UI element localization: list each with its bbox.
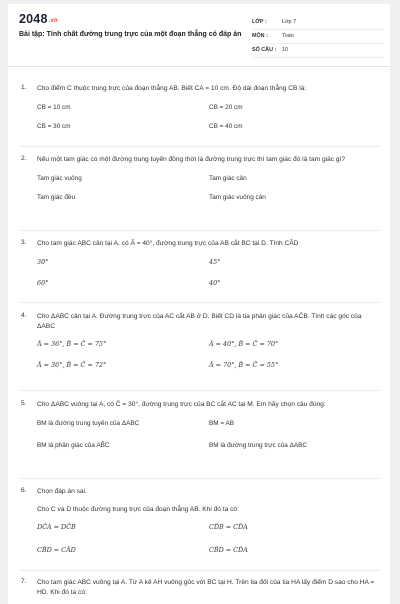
meta-value: 10 <box>282 47 288 53</box>
question-text: Cho tam giác ABC cân tại A, có Â = 40°, đường trung trực của AB cắt BC tại D. Tính CÂD <box>37 240 299 247</box>
answer-options <box>37 103 381 131</box>
option-c[interactable]: 60° <box>37 278 49 287</box>
logo-text: 2048 <box>19 12 48 26</box>
option-b[interactable]: Tam giác cân <box>209 174 247 182</box>
question-6 <box>19 487 381 555</box>
answer-options <box>37 419 381 450</box>
meta-row-class <box>252 16 384 30</box>
meta-key: MÔN : <box>252 33 268 39</box>
divider <box>19 390 381 391</box>
question-number: 1. <box>21 84 27 91</box>
option-a[interactable]: DĈA = DĈB <box>37 523 76 532</box>
option-b[interactable]: Â = 40°, B̂ = Ĉ = 70° <box>209 340 279 349</box>
divider <box>19 302 381 303</box>
question-4 <box>19 312 381 370</box>
document-header <box>8 4 390 67</box>
option-c[interactable]: Â = 36°, B̂ = Ĉ = 72° <box>37 361 107 370</box>
meta-key: SỐ CÂU : <box>252 47 277 53</box>
question-number: 3. <box>21 239 27 246</box>
option-a[interactable]: Â = 36°, B̂ = Ĉ = 75° <box>37 340 107 349</box>
meta-key: LỚP : <box>252 19 267 25</box>
question-5 <box>19 400 381 450</box>
question-text: Chọn đáp án sai. <box>37 488 87 495</box>
question-1 <box>19 84 381 131</box>
question-text: Cho điểm C thuộc trung trực của đoạn thẳng AB. Biết CA = 10 cm. Độ dài đoạn thẳng CB là: <box>37 85 307 92</box>
option-a[interactable]: BM là đường trung tuyến của ΔABC <box>37 419 140 427</box>
option-c[interactable]: CB̂D = CÂD <box>37 546 76 555</box>
divider <box>19 570 381 571</box>
meta-value: Toán <box>282 33 294 39</box>
question-text: Cho tam giác ABC vuông tại A. Từ A kẻ AH vuông góc với BC tại H. Trên tia đối của tia HA lấy điểm D sao cho HA = HD. Khi đó ta có: <box>37 579 375 596</box>
divider <box>19 478 381 479</box>
question-number: 7. <box>21 578 27 585</box>
answer-options <box>37 523 381 555</box>
answer-options <box>37 258 381 288</box>
question-text: Cho ΔABC cân tại A. Đường trung trực của AC cắt AB ở D. Biết CD là tia phân giác của AĈB. Tính các góc của ΔABC <box>37 313 362 330</box>
meta-row-subject <box>252 30 384 44</box>
question-number: 4. <box>21 312 27 319</box>
option-d[interactable]: Tam giác vuông cân <box>209 193 266 201</box>
question-3 <box>19 239 381 288</box>
question-7 <box>19 578 381 597</box>
option-b[interactable]: CB = 20 cm <box>209 103 243 111</box>
option-d[interactable]: BM là đường trung trực của ΔABC <box>209 441 308 449</box>
question-subtext: Cho C và D thuộc đường trung trực của đoạn thẳng AB. Khi đó ta có: <box>37 505 239 513</box>
option-b[interactable]: CD̂B = CD̂A <box>209 523 248 532</box>
option-d[interactable]: 40° <box>209 278 221 287</box>
question-text: Nếu một tam giác có một đường trung tuyến đồng thời là đường trung trực thì tam giác đó là tam giác gì? <box>37 156 346 163</box>
option-b[interactable]: 45° <box>209 257 221 266</box>
option-a[interactable]: CB = 10 cm <box>37 103 71 111</box>
site-logo[interactable] <box>19 12 58 26</box>
option-d[interactable]: Â = 70°, B̂ = Ĉ = 55° <box>209 361 279 370</box>
question-text: Cho ΔABC vuông tại A, có Ĉ = 30°, đường trung trực của BC cắt AC tại M. Em hãy chọn câu đúng: <box>37 401 326 408</box>
option-c[interactable]: BM là phân giác của AB̂C <box>37 441 110 449</box>
question-2 <box>19 155 381 202</box>
divider <box>19 230 381 231</box>
question-number: 6. <box>21 487 27 494</box>
option-d[interactable]: CB = 40 cm <box>209 122 243 130</box>
option-b[interactable]: BM = AB <box>209 419 235 427</box>
meta-value: Lớp 7 <box>282 19 297 25</box>
page-title: Bài tập: Tính chất đường trung trực của một đoạn thẳng có đáp án <box>19 31 242 38</box>
option-c[interactable]: CB = 30 cm <box>37 122 71 130</box>
logo-suffix: .vn <box>48 18 58 24</box>
document-page <box>8 4 390 604</box>
question-number: 5. <box>21 400 27 407</box>
question-number: 2. <box>21 155 27 162</box>
meta-row-count <box>252 44 384 58</box>
option-a[interactable]: 30° <box>37 257 49 266</box>
answer-options <box>37 174 381 202</box>
option-d[interactable]: CB̂D = CD̂A <box>209 546 248 555</box>
option-c[interactable]: Tam giác đều <box>37 193 76 201</box>
option-a[interactable]: Tam giác vuông <box>37 174 82 182</box>
answer-options <box>37 340 381 370</box>
meta-table <box>252 16 384 58</box>
divider <box>19 146 381 147</box>
